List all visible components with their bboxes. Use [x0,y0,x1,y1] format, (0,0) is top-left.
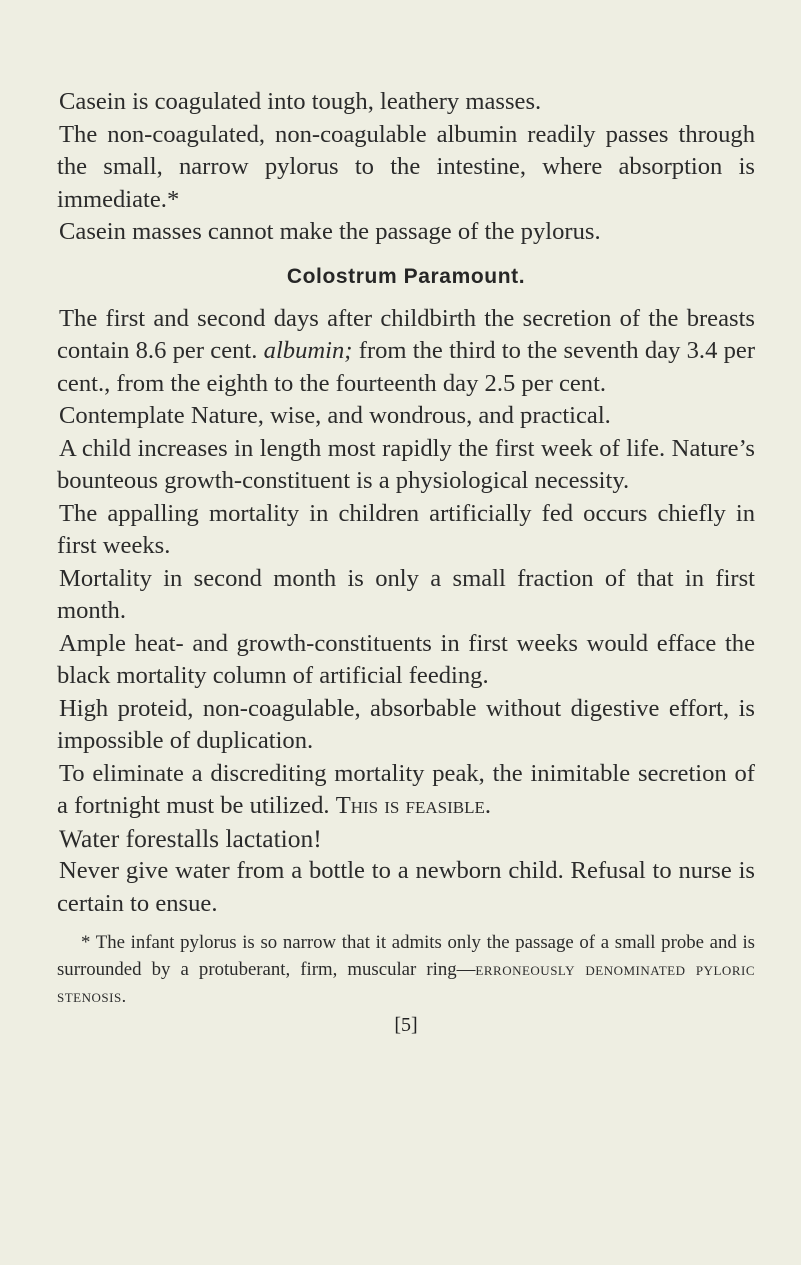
paragraph-text: The first and second days after childbirth the secretion of the breasts contain 8.6 per cent. [57,304,755,364]
paragraph [57,758,755,823]
paragraph: High proteid, non-coagulable, absorbable without digestive effort, is impossible of duplication. [57,694,755,754]
paragraph: Casein masses cannot make the passage of the pylorus. [59,218,601,245]
footnote [57,930,755,1010]
paragraph: Contemplate Nature, wise, and wondrous, and practical. [59,402,611,429]
document-page [57,86,755,1038]
paragraph: Ample heat- and growth-constituents in first weeks would efface the black mortality column of artificial feeding. [57,629,755,689]
paragraph-text: To eliminate a discrediting mortality peak, the inimitable secretion of a fortnight must be utilized. [57,759,755,819]
page-number: [5] [394,1014,418,1036]
paragraph: The appalling mortality in children artificially fed occurs chiefly in first weeks. [57,499,755,559]
footnote-text: * The infant pylorus is so narrow that it admits only the passage of a small probe and is surrounded by a protuberant, firm, muscular ring— [57,932,755,980]
paragraph: Casein is coagulated into tough, leathery masses. [59,88,542,115]
section-heading: Colostrum Paramount. [286,264,526,288]
paragraph: A child increases in length most rapidly the first week of life. Nature’s bounteous growth-constituent is a physiological necessity. [57,434,755,494]
paragraph: Never give water from a bottle to a newborn child. Refusal to nurse is certain to ensue. [57,857,755,917]
emphasis-line: Water forestalls lactation! [59,823,322,853]
paragraph: Mortality in second month is only a small fraction of that in first month. [57,564,755,624]
footnote-small-caps: erroneously denominated pyloric stenosis. [57,959,755,1006]
italic-term: albumin; [263,337,353,364]
paragraph-text: from the third to the seventh day 3.4 per cent., from the eighth to the fourteenth day 2.5 per cent. [57,337,756,397]
paragraph: The non-coagulated, non-coagulable albumin readily passes through the small, narrow pylorus to the intestine, where absorption is immediate.* [57,120,755,213]
small-caps-text: This is feasible. [335,792,492,819]
paragraph [57,303,755,401]
